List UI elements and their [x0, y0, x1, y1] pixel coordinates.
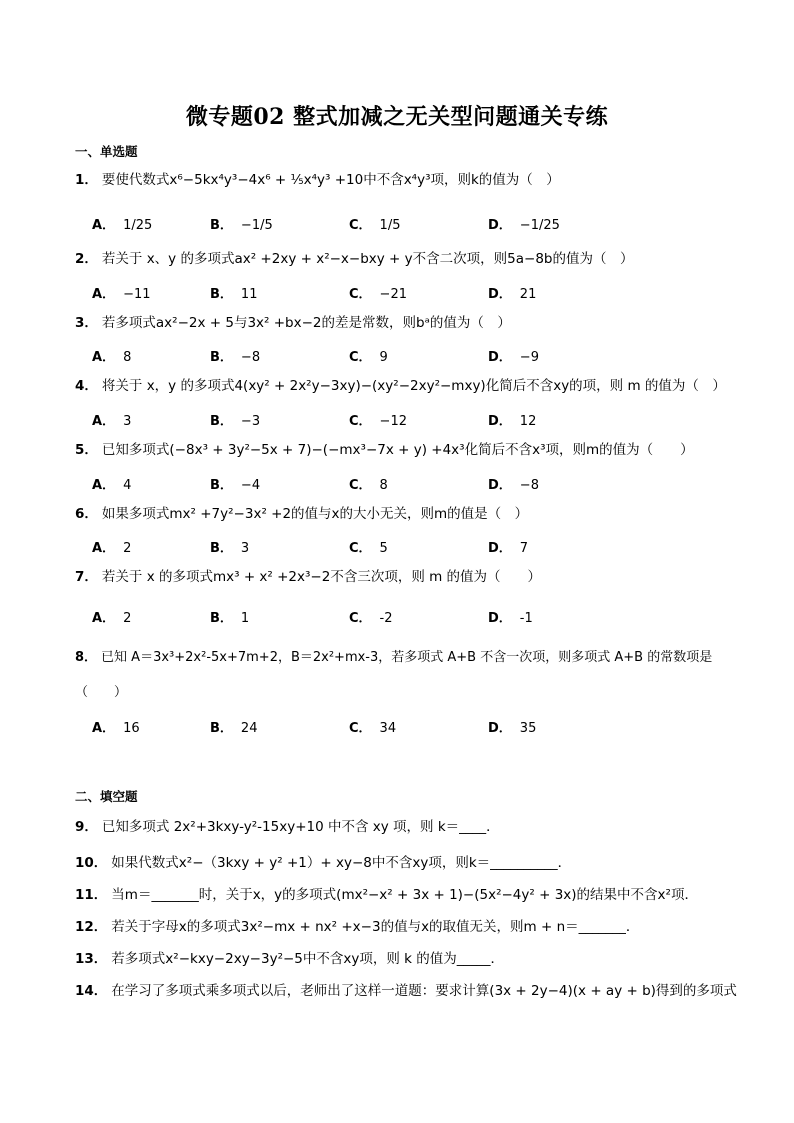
- question-text: 如果多项式mx² +7y²−3x² +2的值与x的大小无关，则m的值是（ ）: [101, 506, 529, 522]
- question-13: [75, 950, 504, 968]
- section-heading-single-choice: 一、单选题: [75, 144, 138, 159]
- option-d: D． 21: [488, 287, 537, 302]
- question-10: [75, 854, 571, 872]
- option-c: C． 1/5: [349, 218, 401, 233]
- question-text: 若关于字母x的多项式3x²−mx + nx² +x−3的值与x的取值无关，则m + n＝_______．: [111, 919, 640, 935]
- option-c: C． -2: [349, 611, 393, 626]
- question-3: [75, 314, 511, 332]
- option-a: A． 4: [92, 478, 132, 493]
- page-title: 微专题02 整式加减之无关型问题通关专练: [185, 104, 609, 130]
- question-number: 11．: [75, 887, 108, 903]
- question-4: [75, 377, 726, 395]
- option-c: C． 9: [349, 350, 388, 365]
- question-8-answer-parens: （ ）: [75, 685, 128, 700]
- options-row-7: [92, 607, 712, 627]
- question-12: [75, 918, 639, 936]
- question-text: 在学习了多项式乘多项式以后，老师出了这样一道题：要求计算(3x + 2y−4)(x + ay + b)得到的多项式: [111, 983, 737, 999]
- question-number: 14．: [75, 983, 108, 999]
- option-b: B． 24: [210, 721, 258, 736]
- option-d: D． −8: [488, 478, 539, 493]
- question-number: 5．: [75, 442, 98, 458]
- option-d: D． 12: [488, 414, 537, 429]
- question-text: 要使代数式x⁶−5kx⁴y³−4x⁶ + ⅕x⁴y³ +10中不含x⁴y³项，则k的值为（ ）: [101, 172, 560, 188]
- option-b: B． −1/5: [210, 218, 273, 233]
- option-a: A． 8: [92, 350, 132, 365]
- option-a: A． 2: [92, 611, 132, 626]
- option-a: A． 1/25: [92, 218, 153, 233]
- question-text: 若多项式ax²−2x + 5与3x² +bx−2的差是常数，则bᵃ的值为（ ）: [101, 315, 511, 331]
- option-c: C． 8: [349, 478, 388, 493]
- option-b: B． −4: [210, 478, 261, 493]
- question-number: 13．: [75, 951, 108, 967]
- options-row-1: [92, 214, 712, 234]
- option-c: C． −12: [349, 414, 407, 429]
- options-row-8: [92, 717, 712, 737]
- question-text: 已知多项式 2x²+3kxy-y²-15xy+10 中不含 xy 项，则 k＝____．: [101, 819, 500, 835]
- question-text: 若多项式x²−kxy−2xy−3y²−5中不含xy项，则 k 的值为_____．: [111, 951, 505, 967]
- option-d: D． −9: [488, 350, 539, 365]
- question-1: [75, 171, 560, 189]
- options-row-2: [92, 283, 712, 303]
- question-text: 若关于 x、y 的多项式ax² +2xy + x²−x−bxy + y不含二次项，则5a−8b的值为（ ）: [101, 251, 634, 267]
- option-c: C． 34: [349, 721, 397, 736]
- question-number: 10．: [75, 855, 108, 871]
- question-number: 7．: [75, 569, 98, 585]
- option-d: D． 7: [488, 541, 529, 556]
- question-9: [75, 818, 500, 836]
- question-text: 已知 A＝3x³+2x²-5x+7m+2，B＝2x²+mx-3，若多项式 A+B 不含一次项，则多项式 A+B 的常数项是: [101, 650, 713, 665]
- question-7: [75, 568, 541, 586]
- option-b: B． 1: [210, 611, 250, 626]
- question-number: 12．: [75, 919, 108, 935]
- option-d: D． 35: [488, 721, 537, 736]
- question-number: 2．: [75, 251, 98, 267]
- question-number: 4．: [75, 378, 98, 394]
- option-b: B． −8: [210, 350, 261, 365]
- option-c: C． −21: [349, 287, 407, 302]
- option-a: A． 16: [92, 721, 140, 736]
- question-text: 已知多项式(−8x³ + 3y²−5x + 7)−(−mx³−7x + y) +4x³化简后不含x³项，则m的值为（ ）: [101, 442, 694, 458]
- option-c: C． 5: [349, 541, 388, 556]
- question-14: [75, 982, 737, 1000]
- question-text: 将关于 x，y 的多项式4(xy² + 2x²y−3xy)−(xy²−2xy²−mxy)化简后不含xy的项，则 m 的值为（ ）: [101, 378, 726, 394]
- option-b: B． 3: [210, 541, 250, 556]
- question-5: [75, 441, 694, 459]
- option-d: D． −1/25: [488, 218, 560, 233]
- option-d: D． -1: [488, 611, 533, 626]
- options-row-5: [92, 474, 712, 494]
- question-number: 3．: [75, 315, 98, 331]
- option-a: A． 3: [92, 414, 132, 429]
- option-b: B． −3: [210, 414, 261, 429]
- option-a: A． −11: [92, 287, 151, 302]
- question-text: 若关于 x 的多项式mx³ + x² +2x³−2不含三次项，则 m 的值为（ ）: [101, 569, 542, 585]
- question-11: [75, 886, 698, 904]
- option-a: A． 2: [92, 541, 132, 556]
- section-heading-fill-blank: 二、填空题: [75, 789, 138, 804]
- options-row-4: [92, 410, 712, 430]
- question-text: 当m＝_______时，关于x，y的多项式(mx²−x² + 3x + 1)−(5x²−4y² + 3x)的结果中不含x²项．: [111, 887, 698, 903]
- question-number: 6．: [75, 506, 98, 522]
- question-6: [75, 505, 528, 523]
- question-2: [75, 250, 633, 268]
- question-text: 如果代数式x²−（3kxy + y² +1）+ xy−8中不含xy项，则k＝__________．: [111, 855, 572, 871]
- option-b: B． 11: [210, 287, 258, 302]
- question-number: 8．: [75, 650, 98, 665]
- question-number: 1．: [75, 172, 98, 188]
- question-8: [75, 649, 712, 667]
- options-row-3: [92, 346, 712, 366]
- options-row-6: [92, 537, 712, 557]
- question-number: 9．: [75, 819, 98, 835]
